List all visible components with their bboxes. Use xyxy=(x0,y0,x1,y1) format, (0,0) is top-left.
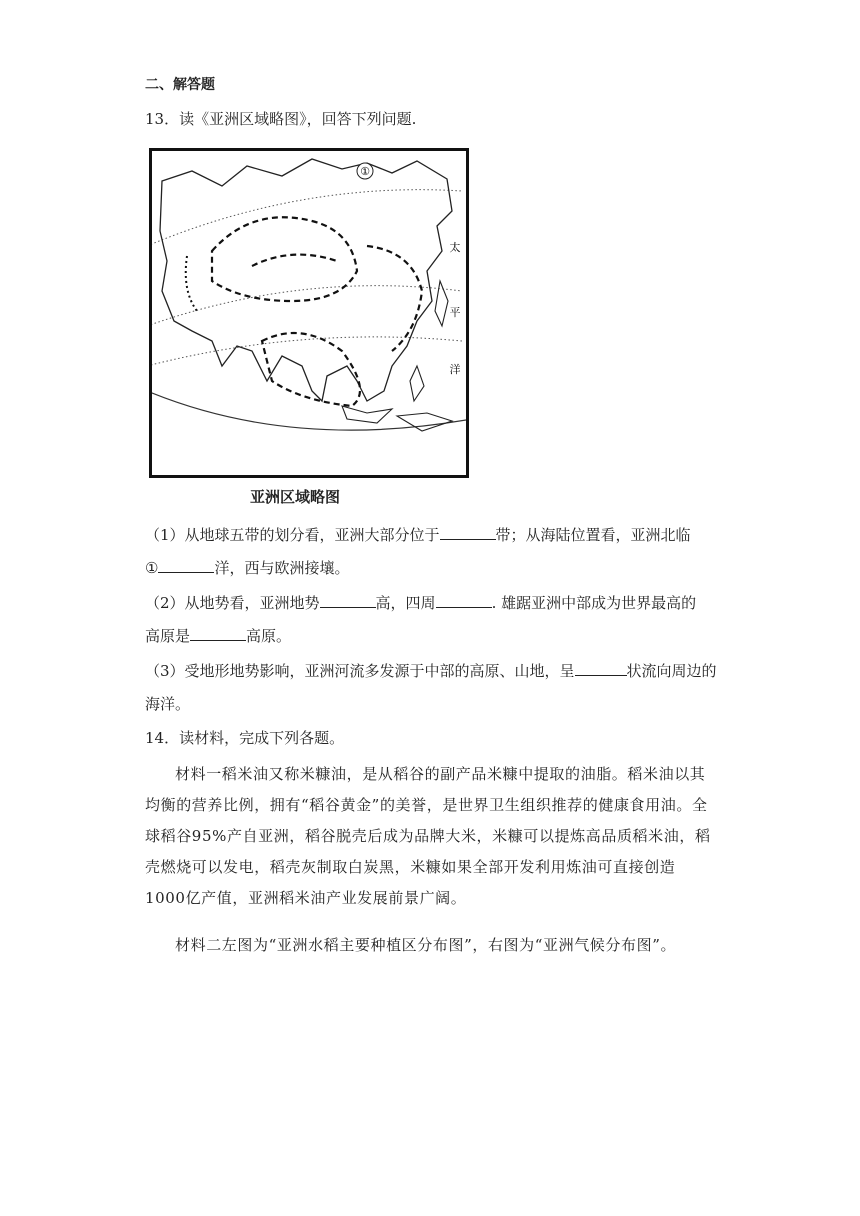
answer-blank[interactable] xyxy=(575,661,627,676)
answer-blank[interactable] xyxy=(158,558,214,573)
q13-part1-line1: （1）从地球五带的划分看，亚洲大部分位于 带；从海陆位置看，亚洲北临 xyxy=(145,526,691,544)
map-caption: 亚洲区域略图 xyxy=(250,488,341,506)
q13-part2-line2: 高原是 高原。 xyxy=(145,627,292,645)
ocean-label-2: 平 xyxy=(449,306,461,319)
q13-part1-line2: ① 洋，西与欧洲接壤。 xyxy=(145,559,350,577)
ocean-label-1: 太 xyxy=(449,241,461,254)
q13-part2-line1: （2）从地势看，亚洲地势 高，四周 . 雄踞亚洲中部成为世界最高的 xyxy=(145,594,697,612)
material-1: 材料一稻米油又称米糠油，是从稻谷的副产品米糠中提取的油脂。稻米油以其均衡的营养比例，拥有“稻谷黄金”的美誉，是世界卫生组织推荐的健康食用油。全球稻谷95%产自亚洲，稻谷脱壳后成为品牌大米，米糠可以提炼高品质稻米油，稻壳燃烧可以发电，稻壳灰制取白炭黑，米糠如果全部开发利用炼油可直接创造1000亿产值，亚洲稻米油产业发展前景广阔。 xyxy=(145,765,711,907)
answer-blank[interactable] xyxy=(436,593,492,608)
section-title: 二、解答题 xyxy=(145,77,215,93)
q13-part3-line2: 海洋。 xyxy=(145,695,191,713)
asia-map-graphic xyxy=(152,151,466,475)
answer-blank[interactable] xyxy=(440,525,496,540)
material-2: 材料二左图为“亚洲水稻主要种植区分布图”，右图为“亚洲气候分布图”。 xyxy=(175,936,677,954)
answer-blank[interactable] xyxy=(320,593,376,608)
q13-part3-line1: （3）受地形地势影响，亚洲河流多发源于中部的高原、山地，呈 状流向周边的 xyxy=(145,662,717,680)
answer-blank[interactable] xyxy=(190,626,246,641)
map-marker-1: ① xyxy=(360,165,370,178)
asia-region-map xyxy=(149,148,469,478)
question-14-title: 14．读材料，完成下列各题。 xyxy=(145,729,345,747)
question-13-title: 13．读《亚洲区域略图》，回答下列问题. xyxy=(145,110,417,128)
ocean-label-3: 洋 xyxy=(449,363,461,376)
